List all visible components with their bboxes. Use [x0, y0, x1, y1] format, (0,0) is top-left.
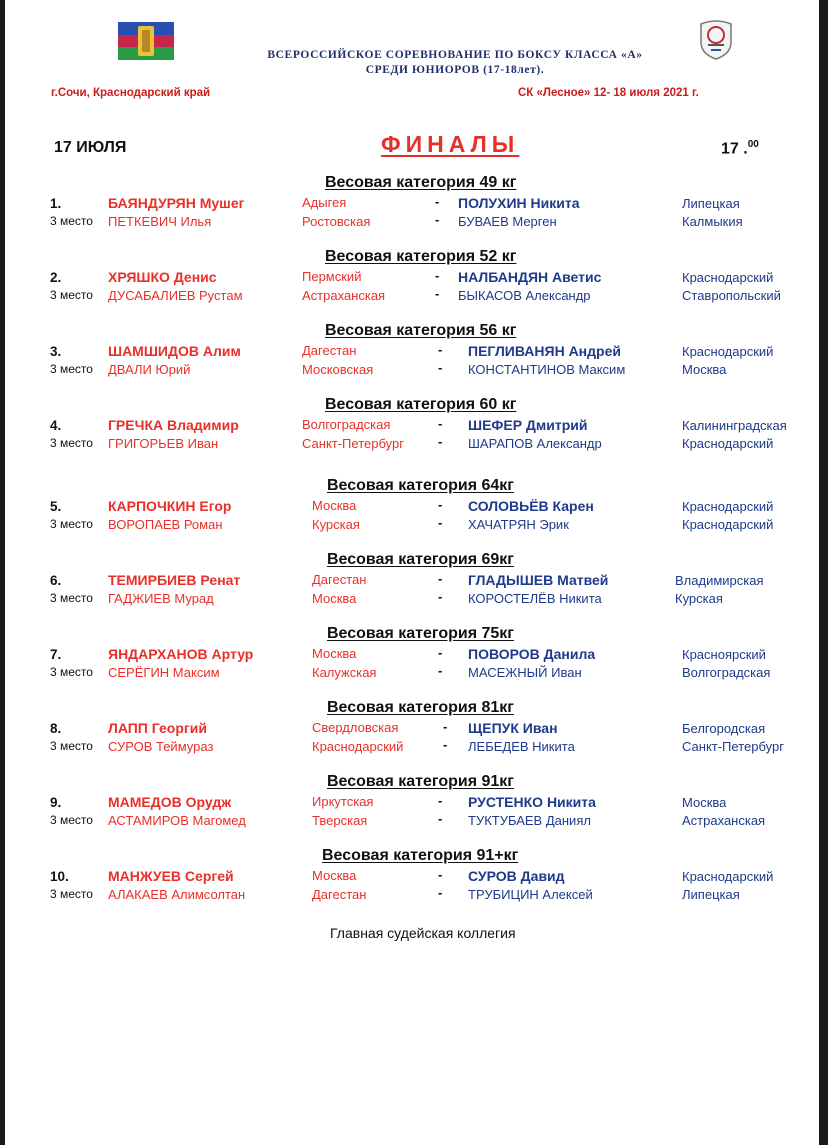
start-time: 17 .$^{00}$: [721, 139, 759, 158]
bout-number: 5.: [50, 499, 62, 514]
third-place-region: Краснодарский: [682, 436, 774, 451]
third-place-label: 3 место: [50, 517, 93, 531]
red-corner-finalist: КАРПОЧКИН Егор: [108, 498, 232, 514]
red-corner-region: Москва: [312, 498, 357, 513]
third-place-label: 3 место: [50, 887, 93, 901]
versus-separator: -: [438, 515, 443, 530]
red-corner-finalist: БАЯНДУРЯН Мушег: [108, 195, 245, 211]
third-place-label: 3 место: [50, 362, 93, 376]
blue-corner-region: Краснодарский: [682, 499, 774, 514]
blue-corner-region: Москва: [682, 795, 727, 810]
versus-separator: -: [435, 212, 440, 227]
bout-number: 8.: [50, 721, 62, 736]
third-place-athlete: ВОРОПАЕВ Роман: [108, 517, 223, 532]
third-place-region: Липецкая: [682, 887, 740, 902]
bout-number: 9.: [50, 795, 62, 810]
red-corner-finalist: ХРЯШКО Денис: [108, 269, 217, 285]
versus-separator: -: [438, 663, 443, 678]
bout-number: 4.: [50, 418, 62, 433]
third-place-region: Курская: [312, 517, 360, 532]
third-place-region: Калмыкия: [682, 214, 743, 229]
third-place-region: Тверская: [312, 813, 368, 828]
bout-number: 3.: [50, 344, 62, 359]
red-corner-region: Пермский: [302, 269, 362, 284]
red-corner-region: Москва: [312, 646, 357, 661]
third-place-region: Санкт-Петербург: [302, 436, 404, 451]
bout-number: 1.: [50, 196, 62, 211]
weight-category-heading: Весовая категория 64кг: [327, 477, 514, 494]
blue-corner-region: Белгородская: [682, 721, 766, 736]
weight-category-heading: Весовая категория 49 кг: [325, 174, 517, 191]
page-title: ФИНАЛЫ: [381, 131, 520, 157]
versus-separator: -: [438, 589, 443, 604]
weight-category-heading: Весовая категория 91кг: [327, 773, 514, 790]
third-place-athlete: БЫКАСОВ Александр: [458, 288, 591, 303]
event-venue-dates: СК «Лесное» 12- 18 июля 2021 г.: [518, 87, 699, 99]
third-place-region: Астраханская: [682, 813, 766, 828]
document-page: [5, 0, 819, 1145]
blue-corner-finalist: ПОЛУХИН Никита: [458, 195, 580, 211]
red-corner-finalist: МАМЕДОВ Орудж: [108, 794, 232, 810]
third-place-region: Ставропольский: [682, 288, 781, 303]
third-place-region: Краснодарский: [312, 739, 404, 754]
krasnodar-flag-icon: [118, 22, 174, 60]
weight-category-heading: Весовая категория 75кг: [327, 625, 514, 642]
third-place-athlete: ПЕТКЕВИЧ Илья: [108, 214, 212, 229]
red-corner-region: Иркутская: [312, 794, 374, 809]
third-place-athlete: ГРИГОРЬЕВ Иван: [108, 436, 219, 451]
bout-number: 10.: [50, 869, 69, 884]
blue-corner-region: Калининградская: [682, 418, 787, 433]
bout-number: 7.: [50, 647, 62, 662]
red-corner-finalist: ЯНДАРХАНОВ Артур: [108, 646, 254, 662]
third-place-region: Москва: [682, 362, 727, 377]
third-place-label: 3 место: [50, 739, 93, 753]
versus-separator: -: [438, 342, 443, 357]
blue-corner-region: Краснодарский: [682, 869, 774, 884]
versus-separator: -: [438, 497, 443, 512]
event-title-line2: СРЕДИ ЮНИОРОВ (17-18лет).: [365, 64, 545, 76]
red-corner-finalist: МАНЖУЕВ Сергей: [108, 868, 234, 884]
third-place-athlete: МАСЕЖНЫЙ Иван: [468, 665, 582, 680]
blue-corner-finalist: ПОВОРОВ Данила: [468, 646, 596, 662]
blue-corner-region: Краснодарский: [682, 270, 774, 285]
third-place-athlete: СУРОВ Теймураз: [108, 739, 214, 754]
blue-corner-region: Красноярский: [682, 647, 766, 662]
weight-category-heading: Весовая категория 60 кг: [325, 396, 517, 413]
third-place-region: Москва: [312, 591, 357, 606]
versus-separator: -: [435, 286, 440, 301]
weight-category-heading: Весовая категория 91+кг: [322, 847, 519, 864]
third-place-athlete: АЛАКАЕВ Алимсолтан: [108, 887, 246, 902]
third-place-athlete: ДВАЛИ Юрий: [108, 362, 191, 377]
event-title-line1: ВСЕРОССИЙСКОЕ СОРЕВНОВАНИЕ ПО БОКСУ КЛАССА «А»: [267, 49, 643, 61]
third-place-label: 3 место: [50, 813, 93, 827]
third-place-region: Санкт-Петербург: [682, 739, 784, 754]
versus-separator: -: [435, 268, 440, 283]
third-place-label: 3 место: [50, 288, 93, 302]
versus-separator: -: [438, 416, 443, 431]
versus-separator: -: [443, 719, 448, 734]
third-place-region: Дагестан: [312, 887, 367, 902]
weight-category-heading: Весовая категория 52 кг: [325, 248, 517, 265]
third-place-region: Волгоградская: [682, 665, 771, 680]
third-place-region: Московская: [302, 362, 374, 377]
weight-category-heading: Весовая категория 56 кг: [325, 322, 517, 339]
versus-separator: -: [438, 885, 443, 900]
third-place-athlete: ЛЕБЕДЕВ Никита: [468, 739, 575, 754]
third-place-athlete: ТУКТУБАЕВ Даниял: [468, 813, 591, 828]
event-location: г.Сочи, Краснодарский край: [51, 87, 211, 99]
blue-corner-finalist: СУРОВ Давид: [468, 868, 565, 884]
red-corner-region: Волгоградская: [302, 417, 391, 432]
versus-separator: -: [438, 434, 443, 449]
versus-separator: -: [435, 194, 440, 209]
third-place-athlete: АСТАМИРОВ Магомед: [108, 813, 246, 828]
third-place-athlete: КОРОСТЕЛЁВ Никита: [468, 591, 602, 606]
versus-separator: -: [438, 571, 443, 586]
third-place-label: 3 место: [50, 436, 93, 450]
red-corner-region: Дагестан: [302, 343, 357, 358]
red-corner-region: Адыгея: [302, 195, 347, 210]
third-place-region: Астраханская: [302, 288, 386, 303]
versus-separator: -: [443, 737, 448, 752]
red-corner-region: Дагестан: [312, 572, 367, 587]
third-place-athlete: ХАЧАТРЯН Эрик: [468, 517, 569, 532]
third-place-athlete: ГАДЖИЕВ Мурад: [108, 591, 214, 606]
blue-corner-region: Липецкая: [682, 196, 740, 211]
blue-corner-finalist: НАЛБАНДЯН Аветис: [458, 269, 602, 285]
third-place-athlete: ТРУБИЦИН Алексей: [468, 887, 593, 902]
bout-number: 6.: [50, 573, 62, 588]
third-place-athlete: СЕРЁГИН Максим: [108, 665, 220, 680]
versus-separator: -: [438, 867, 443, 882]
red-corner-finalist: ЛАПП Георгий: [108, 720, 207, 736]
third-place-athlete: ШАРАПОВ Александр: [468, 436, 602, 451]
versus-separator: -: [438, 645, 443, 660]
third-place-region: Курская: [675, 591, 723, 606]
third-place-region: Краснодарский: [682, 517, 774, 532]
third-place-label: 3 место: [50, 214, 93, 228]
red-corner-region: Свердловская: [312, 720, 399, 735]
red-corner-region: Москва: [312, 868, 357, 883]
blue-corner-finalist: ПЕГЛИВАНЯН Андрей: [468, 343, 621, 359]
blue-corner-region: Краснодарский: [682, 344, 774, 359]
red-corner-finalist: ТЕМИРБИЕВ Ренат: [108, 572, 241, 588]
versus-separator: -: [438, 360, 443, 375]
blue-corner-region: Владимирская: [675, 573, 764, 588]
weight-category-heading: Весовая категория 69кг: [327, 551, 514, 568]
red-corner-finalist: ШАМШИДОВ Алим: [108, 343, 241, 359]
third-place-label: 3 место: [50, 665, 93, 679]
blue-corner-finalist: СОЛОВЬЁВ Карен: [468, 498, 594, 514]
third-place-athlete: БУВАЕВ Мерген: [458, 214, 557, 229]
third-place-region: Ростовская: [302, 214, 371, 229]
blue-corner-finalist: РУСТЕНКО Никита: [468, 794, 596, 810]
third-place-label: 3 место: [50, 591, 93, 605]
versus-separator: -: [438, 793, 443, 808]
competition-date: 17 ИЮЛЯ: [54, 139, 127, 156]
third-place-athlete: ДУСАБАЛИЕВ Рустам: [108, 288, 243, 303]
third-place-region: Калужская: [312, 665, 377, 680]
blue-corner-finalist: ШЕФЕР Дмитрий: [468, 417, 588, 433]
red-corner-finalist: ГРЕЧКА Владимир: [108, 417, 239, 433]
blue-corner-finalist: ГЛАДЫШЕВ Матвей: [468, 572, 609, 588]
bout-number: 2.: [50, 270, 62, 285]
versus-separator: -: [438, 811, 443, 826]
blue-corner-finalist: ЩЕПУК Иван: [468, 720, 558, 736]
third-place-athlete: КОНСТАНТИНОВ Максим: [468, 362, 626, 377]
weight-category-heading: Весовая категория 81кг: [327, 699, 514, 716]
signature-line: Главная судейская коллегия: [330, 925, 516, 941]
